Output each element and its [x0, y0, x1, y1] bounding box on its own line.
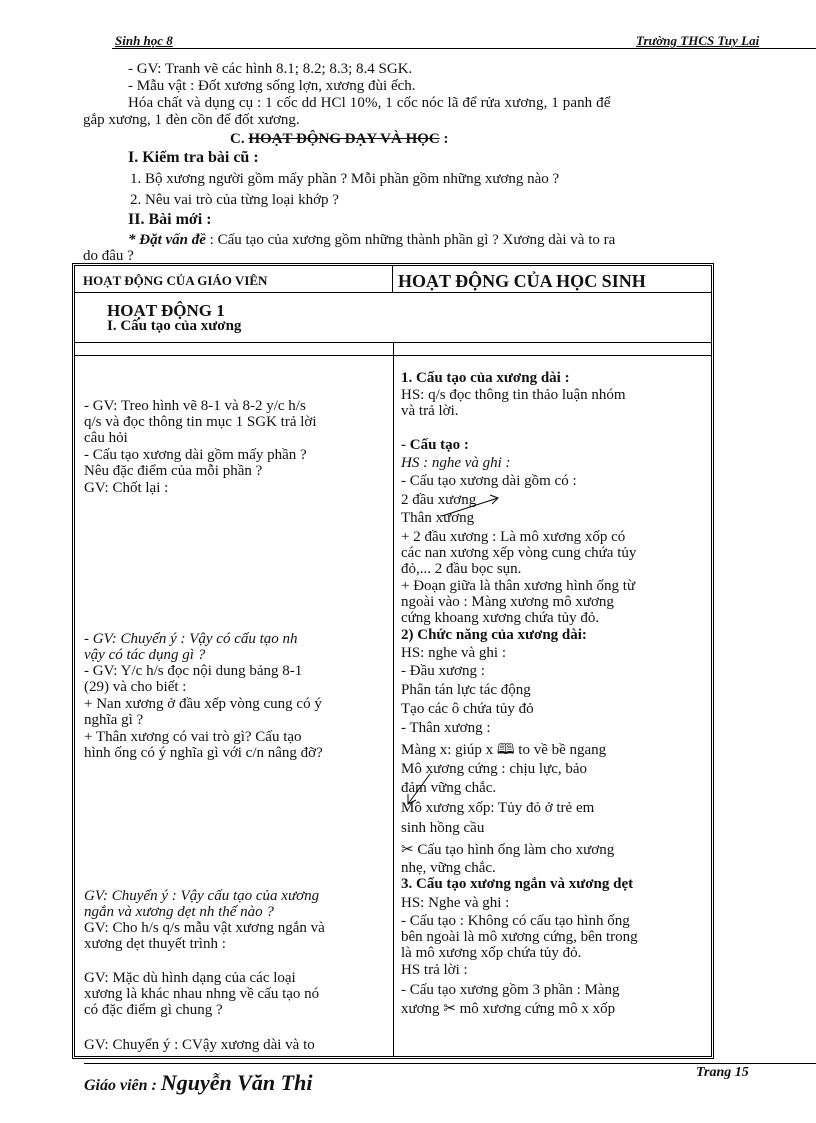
membrane-text: xương — [401, 1001, 440, 1017]
tube-structure-text: Cấu tạo hình ống làm cho xương — [417, 842, 615, 858]
student-line-12: + Đoạn giữa là thân xương hình ống từ — [401, 578, 636, 594]
student-line-10: các nan xương xếp vòng cung chứa tủy — [401, 545, 637, 561]
teacher-line-19: GV: Mặc dù hình dạng của các loại — [84, 970, 296, 986]
student-line-2: HS: q/s đọc thông tin thảo luận nhóm — [401, 387, 626, 403]
teacher-line-10: (29) và cho biết : — [84, 679, 187, 695]
student-line-35 — [401, 1000, 615, 1017]
student-line-21 — [401, 741, 606, 758]
column-divider — [393, 342, 394, 1057]
student-line-17: - Đầu xương : — [401, 663, 485, 679]
teacher-line-17: GV: Cho h/s q/s mẫu vật xương ngắn và — [84, 920, 325, 936]
student-line-24: Mô xương xốp: Tủy đỏ ở trẻ em — [401, 800, 595, 816]
student-line-5: HS : nghe và ghi : — [401, 455, 511, 471]
student-line-32: là mô xương xốp chứa tủy đỏ. — [401, 945, 582, 961]
student-line-16: HS: nghe và ghi : — [401, 645, 506, 661]
student-line-8: Thân xương — [401, 510, 475, 526]
content-top-rule — [75, 355, 711, 356]
scissors-icon: ✂ — [401, 840, 414, 858]
student-line-31: bên ngoài là mô xương cứng, bên trong — [401, 929, 638, 945]
section-c-label: C. — [230, 131, 245, 147]
lesson-table — [74, 265, 712, 1057]
activity-header-cell — [75, 293, 712, 343]
prep-line-1: - GV: Tranh vẽ các hình 8.1; 8.2; 8.3; 8.4 SGK. — [128, 61, 413, 77]
footer-rule — [84, 1063, 816, 1064]
student-line-7: 2 đầu xương — [401, 492, 477, 508]
teacher-line-5: Nêu đặc điểm của mỗi phần ? — [84, 463, 263, 479]
student-line-13: ngoài vào : Màng xương mô xương — [401, 594, 614, 610]
teacher-line-2: q/s và đọc thông tin mục 1 SGK trả lời — [84, 414, 317, 430]
new-lesson-title: II. Bài mới : — [128, 211, 212, 228]
teacher-line-11: + Nan xương ở đầu xếp vòng cung có ý — [84, 696, 322, 712]
student-line-20: - Thân xương : — [401, 720, 491, 736]
teacher-line-1: - GV: Treo hình vẽ 8-1 và 8-2 y/c h/s — [84, 398, 306, 414]
student-line-3: và trả lời. — [401, 403, 459, 419]
teacher-line-4: - Cấu tạo xương dài gồm mấy phần ? — [84, 447, 307, 463]
prep-line-3: Hóa chất và dụng cụ : 1 cốc dd HCl 10%, 1 cốc nóc lã để rửa xương, 1 panh để — [128, 95, 611, 111]
activity-content-cell — [75, 343, 712, 1057]
membrane-text-2: mô xương cứng mô x xốp — [459, 1001, 616, 1017]
book-icon: 🕮 — [496, 740, 515, 758]
teacher-line-16: ngắn và xương dẹt nh thế nào ? — [84, 904, 274, 920]
teacher-line-15: GV: Chuyển ý : Vậy cấu tạo của xương — [84, 888, 320, 904]
section-c-title: HOẠT ĐỘNG DẠY VÀ HỌC — [248, 131, 440, 147]
student-line-22: Mô xương cứng : chịu lực, bảo — [401, 761, 588, 777]
student-line-33: HS trả lời : — [401, 962, 468, 978]
teacher-line-22: GV: Chuyển ý : CVậy xương dài và to — [84, 1037, 315, 1053]
header-subject: Sinh học 8 — [115, 33, 173, 48]
new-lesson-intro-cont: do đâu ? — [83, 248, 134, 264]
new-lesson-intro — [128, 232, 615, 248]
student-line-23: đảm vững chắc. — [401, 780, 497, 796]
scissors-icon-2: ✂ — [443, 999, 456, 1017]
student-line-28: 3. Cấu tạo xương ngắn và xương dẹt — [401, 876, 634, 892]
student-line-30: - Cấu tạo : Không có cấu tạo hình ống — [401, 913, 630, 929]
student-line-25: sinh hồng cầu — [401, 820, 485, 836]
intro-label: * Đặt vấn đề — [128, 232, 206, 248]
teacher-line-13: + Thân xương có vai trò gì? Cấu tạo — [84, 729, 302, 745]
student-line-18: Phân tán lực tác động — [401, 682, 531, 698]
student-line-15: 2) Chức năng của xương dài: — [401, 627, 587, 643]
teacher-line-7: - GV: Chuyển ý : Vậy có cấu tạo nh — [84, 631, 298, 647]
periosteum-text: Màng x: giúp x — [401, 742, 494, 758]
teacher-line-18: xương dẹt thuyết trình : — [84, 936, 226, 952]
student-column-header: HOẠT ĐỘNG CỦA HỌC SINH — [393, 266, 712, 293]
intro-text: : Cấu tạo của xương gồm những thành phần gì ? Xương dài và to ra — [209, 232, 616, 248]
section-c-suffix: : — [443, 131, 449, 147]
teacher-line-8: vậy có tác dụng gì ? — [84, 647, 206, 663]
prep-line-2: - Mẫu vật : Đốt xương sống lợn, xương đùi ếch. — [128, 78, 416, 94]
footer-label: Giáo viên : — [84, 1077, 157, 1094]
activity-title: HOẠT ĐỘNG 1 — [107, 301, 225, 320]
activity-subtitle: I. Cấu tạo của xương — [107, 318, 242, 334]
review-title: I. Kiểm tra bài cũ : — [128, 149, 259, 166]
student-line-4: - Cấu tạo : — [401, 437, 469, 453]
arrow-doodle — [440, 492, 510, 522]
student-line-34: - Cấu tạo xương gồm 3 phần : Màng — [401, 982, 620, 998]
student-line-1: 1. Cấu tạo của xương dài : — [401, 370, 570, 386]
prep-line-4: gắp xương, 1 đèn cồn để đốt xương. — [83, 112, 300, 128]
teacher-line-6: GV: Chốt lại : — [84, 480, 169, 496]
section-c-heading — [230, 131, 449, 147]
student-line-11: đỏ,... 2 đầu bọc sụn. — [401, 561, 522, 577]
teacher-line-12: nghĩa gì ? — [84, 712, 144, 728]
header-rule — [112, 48, 816, 49]
student-line-27: nhẹ, vững chắc. — [401, 860, 496, 876]
review-question-1: 1. Bộ xương người gồm mấy phần ? Mỗi phần gồm những xương nào ? — [130, 171, 560, 187]
student-line-19: Tạo các ô chứa tủy đỏ — [401, 701, 534, 717]
teacher-line-20: xương là khác nhau nhng về cấu tạo nó — [84, 986, 320, 1002]
footer-teacher — [84, 1070, 312, 1096]
teacher-line-21: có đặc điểm gì chung ? — [84, 1002, 223, 1018]
student-line-26 — [401, 841, 614, 858]
student-line-9: + 2 đầu xương : Là mô xương xốp có — [401, 529, 626, 545]
student-line-6: - Cấu tạo xương dài gồm có : — [401, 473, 577, 489]
arrow-doodle-2 — [400, 770, 440, 810]
teacher-name: Nguyễn Văn Thi — [160, 1070, 313, 1095]
student-line-29: HS: Nghe và ghi : — [401, 895, 510, 911]
teacher-column-header: HOẠT ĐỘNG CỦA GIÁO VIÊN — [75, 266, 393, 293]
header-school: Trường THCS Tuy Lai — [636, 33, 760, 48]
student-line-14: cứng khoang xương chứa tủy đỏ. — [401, 610, 600, 626]
periosteum-text-2: to về bề ngang — [518, 742, 607, 758]
review-question-2: 2. Nêu vai trò của từng loại khớp ? — [130, 192, 339, 208]
activity-content — [75, 343, 711, 1056]
teacher-line-9: - GV: Y/c h/s đọc nội dung bảng 8-1 — [84, 663, 303, 679]
footer-page: Trang 15 — [696, 1065, 749, 1080]
teacher-line-3: câu hỏi — [84, 430, 128, 446]
teacher-line-14: hình ống có ý nghĩa gì với c/n nâng đỡ? — [84, 745, 323, 761]
